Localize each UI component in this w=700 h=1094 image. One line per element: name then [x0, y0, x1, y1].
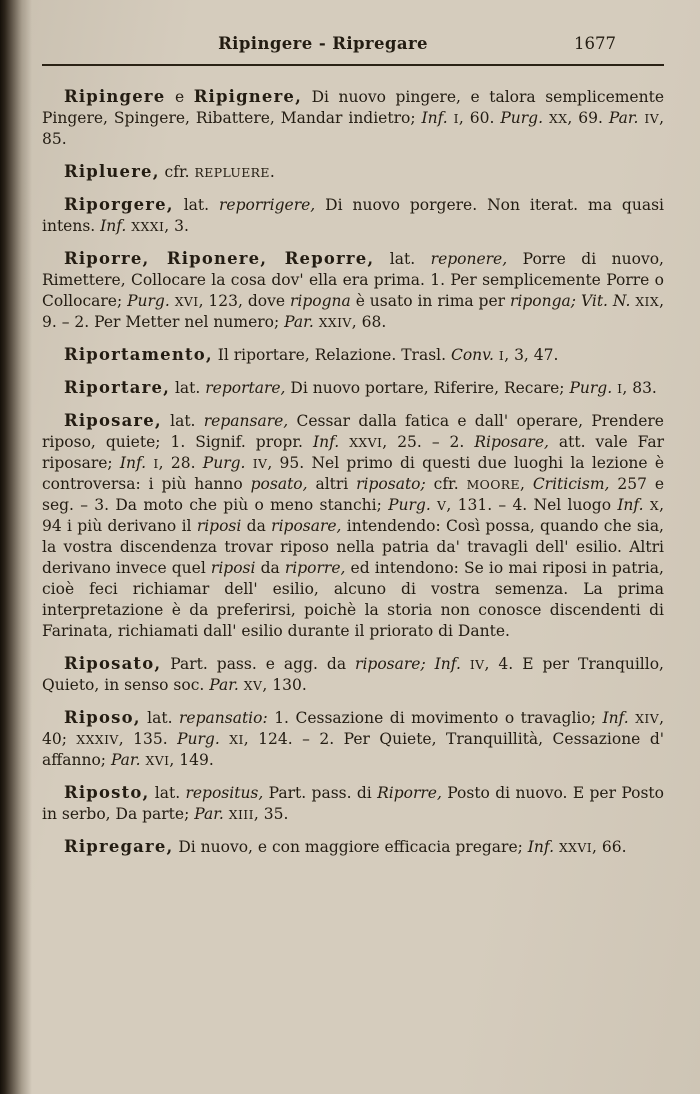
- text-run: Purg.: [500, 109, 549, 127]
- text-run: da: [255, 559, 285, 577]
- dictionary-entry: [42, 248, 664, 333]
- headword: Riposare,: [64, 411, 162, 430]
- text-run: XVI: [145, 753, 170, 768]
- text-run: lat.: [170, 379, 206, 397]
- text-run: XXXI: [131, 219, 165, 234]
- dictionary-entry: [42, 410, 664, 642]
- text-run: , 35.: [253, 805, 289, 823]
- text-run: I: [498, 348, 505, 363]
- dictionary-entry: [42, 86, 664, 150]
- text-run: , 85.: [42, 109, 664, 148]
- text-run: Par.: [194, 805, 229, 823]
- text-run: Inf.: [434, 655, 470, 673]
- text-run: Purg.: [388, 496, 438, 514]
- text-run: Di nuovo pingere, e talora semplicemente Pingere, Spingere, Ribattere, Mandar indietro;: [42, 88, 664, 127]
- text-run: reportare,: [205, 379, 286, 397]
- text-run: XIV: [635, 711, 660, 726]
- text-run: lat.: [140, 709, 180, 727]
- text-run: ,: [519, 475, 533, 493]
- text-run: Par.: [608, 109, 645, 127]
- headword: Ripignere,: [193, 87, 302, 106]
- running-head-title: Ripingere - Ripregare: [218, 34, 428, 53]
- text-run: repansare,: [203, 412, 289, 430]
- text-run: , 25. – 2.: [382, 433, 475, 451]
- text-run: repositus,: [185, 784, 264, 802]
- text-run: Porre di nuovo, Rimettere, Collocare la cosa dov' ella era prima. 1. Per semplicemente Porre o Collocare;: [42, 250, 664, 310]
- text-run: cfr.: [159, 163, 195, 181]
- entries: [42, 86, 664, 858]
- text-run: riporre,: [284, 559, 346, 577]
- text-run: ripogna: [289, 292, 351, 310]
- text-run: Posto di nuovo. E per Posto in serbo, Da parte;: [42, 784, 664, 823]
- text-run: XXXIV: [76, 732, 119, 747]
- text-run: Di nuovo porgere. Non iterat. ma quasi intens.: [42, 196, 664, 235]
- text-run: lat.: [374, 250, 431, 268]
- text-run: riposare,: [271, 517, 342, 535]
- dictionary-entry: [42, 653, 664, 696]
- dictionary-entry: [42, 377, 664, 399]
- text-run: lat.: [149, 784, 186, 802]
- headword: Riporgere,: [64, 195, 174, 214]
- page-content: [42, 34, 664, 869]
- page-number: 1677: [574, 34, 616, 53]
- text-run: XIX: [635, 294, 660, 309]
- text-run: Di nuovo, e con maggiore efficacia pregare;: [173, 838, 528, 856]
- text-run: Riposare,: [474, 433, 549, 451]
- dictionary-entry: [42, 161, 664, 183]
- text-run: V: [437, 498, 447, 513]
- text-run: , 83.: [622, 379, 657, 397]
- text-run: altri: [307, 475, 357, 493]
- text-run: riponga;: [510, 292, 576, 310]
- text-run: da: [241, 517, 272, 535]
- text-run: Inf.: [617, 496, 650, 514]
- text-run: Conv.: [450, 346, 499, 364]
- text-run: Inf.: [100, 217, 132, 235]
- text-run: riposare;: [355, 655, 426, 673]
- text-run: , 4. E per Tranquillo, Quieto, in senso soc.: [42, 655, 664, 694]
- text-run: cfr.: [425, 475, 467, 493]
- text-run: Purg.: [202, 454, 253, 472]
- text-run: Purg.: [569, 379, 618, 397]
- text-run: , 40;: [42, 709, 664, 748]
- text-run: Inf.: [602, 709, 636, 727]
- text-run: posato,: [250, 475, 308, 493]
- text-run: .: [269, 163, 275, 181]
- text-run: att. vale Far riposare;: [42, 433, 664, 472]
- text-run: Cessar dalla fatica e dall' operare, Prendere riposo, quiete; 1. Signif. propr.: [42, 412, 664, 451]
- text-run: Inf.: [527, 838, 559, 856]
- text-run: , 124. – 2. Per Quiete, Tranquillità, Cessazione d' affanno;: [42, 730, 665, 769]
- text-run: Vit. N.: [580, 292, 636, 310]
- text-run: , 3.: [164, 217, 189, 235]
- text-run: , 95. Nel primo di questi due luoghi la lezione è controversa: i più hanno: [42, 454, 664, 493]
- headword: Riposo,: [64, 708, 141, 727]
- text-run: e: [165, 88, 194, 106]
- text-run: Par.: [110, 751, 146, 769]
- text-run: , 60.: [458, 109, 501, 127]
- text-run: XI: [229, 732, 244, 747]
- text-run: XVI: [174, 294, 199, 309]
- text-run: , 66.: [592, 838, 627, 856]
- text-run: reponere,: [430, 250, 508, 268]
- text-run: , 69.: [567, 109, 609, 127]
- text-run: XV: [243, 678, 263, 693]
- text-run: Purg.: [177, 730, 230, 748]
- text-run: IV: [469, 657, 485, 672]
- text-run: riposi: [196, 517, 242, 535]
- text-run: , 130.: [262, 676, 307, 694]
- text-run: XX: [548, 111, 568, 126]
- text-run: Purg.: [127, 292, 175, 310]
- text-run: Inf.: [312, 433, 350, 451]
- text-run: Criticism,: [532, 475, 610, 493]
- dictionary-entry: [42, 836, 664, 858]
- text-run: Par.: [284, 313, 319, 331]
- text-run: Riporre,: [377, 784, 442, 802]
- text-run: , 131. – 4. Nel luogo: [446, 496, 618, 514]
- text-run: I: [153, 456, 159, 471]
- headword: Riportare,: [64, 378, 171, 397]
- text-run: intendendo: Così possa, quando che sia, la vostra discendenza trovar riposo nella patria da' travagli dell' esilio. Altri derivano invece quel: [42, 517, 664, 577]
- text-run: 1. Cessazione di movimento o travaglio;: [267, 709, 603, 727]
- headword: Ripluere,: [64, 162, 160, 181]
- text-run: XXIV: [318, 315, 352, 330]
- headword: Ripingere: [64, 87, 166, 106]
- text-run: IV: [644, 111, 660, 126]
- text-run: Par.: [209, 676, 244, 694]
- headword: Riporre, Riponere, Reporre,: [64, 249, 375, 268]
- text-run: Inf.: [119, 454, 154, 472]
- text-run: , 149.: [169, 751, 214, 769]
- book-binding-shadow: [0, 0, 32, 1094]
- text-run: è usato in rima per: [350, 292, 510, 310]
- text-run: 257 e seg. – 3. Da moto che più o meno stanchi;: [42, 475, 664, 514]
- text-run: lat.: [161, 412, 204, 430]
- text-run: IV: [252, 456, 268, 471]
- text-run: X: [649, 498, 660, 513]
- text-run: , 3, 47.: [504, 346, 559, 364]
- text-run: , 135.: [118, 730, 178, 748]
- text-run: Part. pass. e agg. da: [161, 655, 356, 673]
- text-run: , 123, dove: [198, 292, 290, 310]
- headword: Ripregare,: [64, 837, 174, 856]
- text-run: , 9. – 2. Per Metter nel numero;: [42, 292, 665, 331]
- dictionary-entry: [42, 782, 664, 825]
- text-run: Di nuovo portare, Riferire, Recare;: [285, 379, 570, 397]
- text-run: I: [453, 111, 459, 126]
- text-run: REPLUERE: [194, 165, 270, 180]
- text-run: Inf.: [421, 109, 454, 127]
- text-run: I: [617, 381, 623, 396]
- text-run: [426, 655, 435, 673]
- headword: Riposato,: [64, 654, 162, 673]
- text-run: ed intendono: Se io mai riposi in patria, cioè feci richiamar dell' esilio, alcuno di vostra semenza. La prima interpretazione è da preferirsi, poichè la storia non conosce discendenti di Farinata, richiamati dall' esilio durante il priorato di Dante.: [42, 559, 664, 640]
- dictionary-entry: [42, 707, 664, 771]
- text-run: riposi: [210, 559, 256, 577]
- running-header: [42, 34, 664, 60]
- text-run: lat.: [173, 196, 219, 214]
- headword: Riposto,: [64, 783, 150, 802]
- text-run: , 68.: [351, 313, 387, 331]
- text-run: reporrigere,: [219, 196, 316, 214]
- text-run: XIII: [228, 807, 254, 822]
- dictionary-entry: [42, 194, 664, 237]
- text-run: , 94 i più derivano il: [42, 496, 664, 535]
- headword: Riportamento,: [64, 345, 213, 364]
- text-run: repansatio:: [179, 709, 268, 727]
- text-run: Part. pass. di: [263, 784, 378, 802]
- text-run: Il riportare, Relazione. Trasl.: [212, 346, 451, 364]
- header-rule: [42, 64, 664, 66]
- text-run: MOORE: [466, 477, 520, 492]
- text-run: XXVI: [349, 435, 383, 450]
- text-run: riposato;: [356, 475, 426, 493]
- text-run: XXVI: [558, 840, 593, 855]
- text-run: , 28.: [158, 454, 203, 472]
- dictionary-entry: [42, 344, 664, 366]
